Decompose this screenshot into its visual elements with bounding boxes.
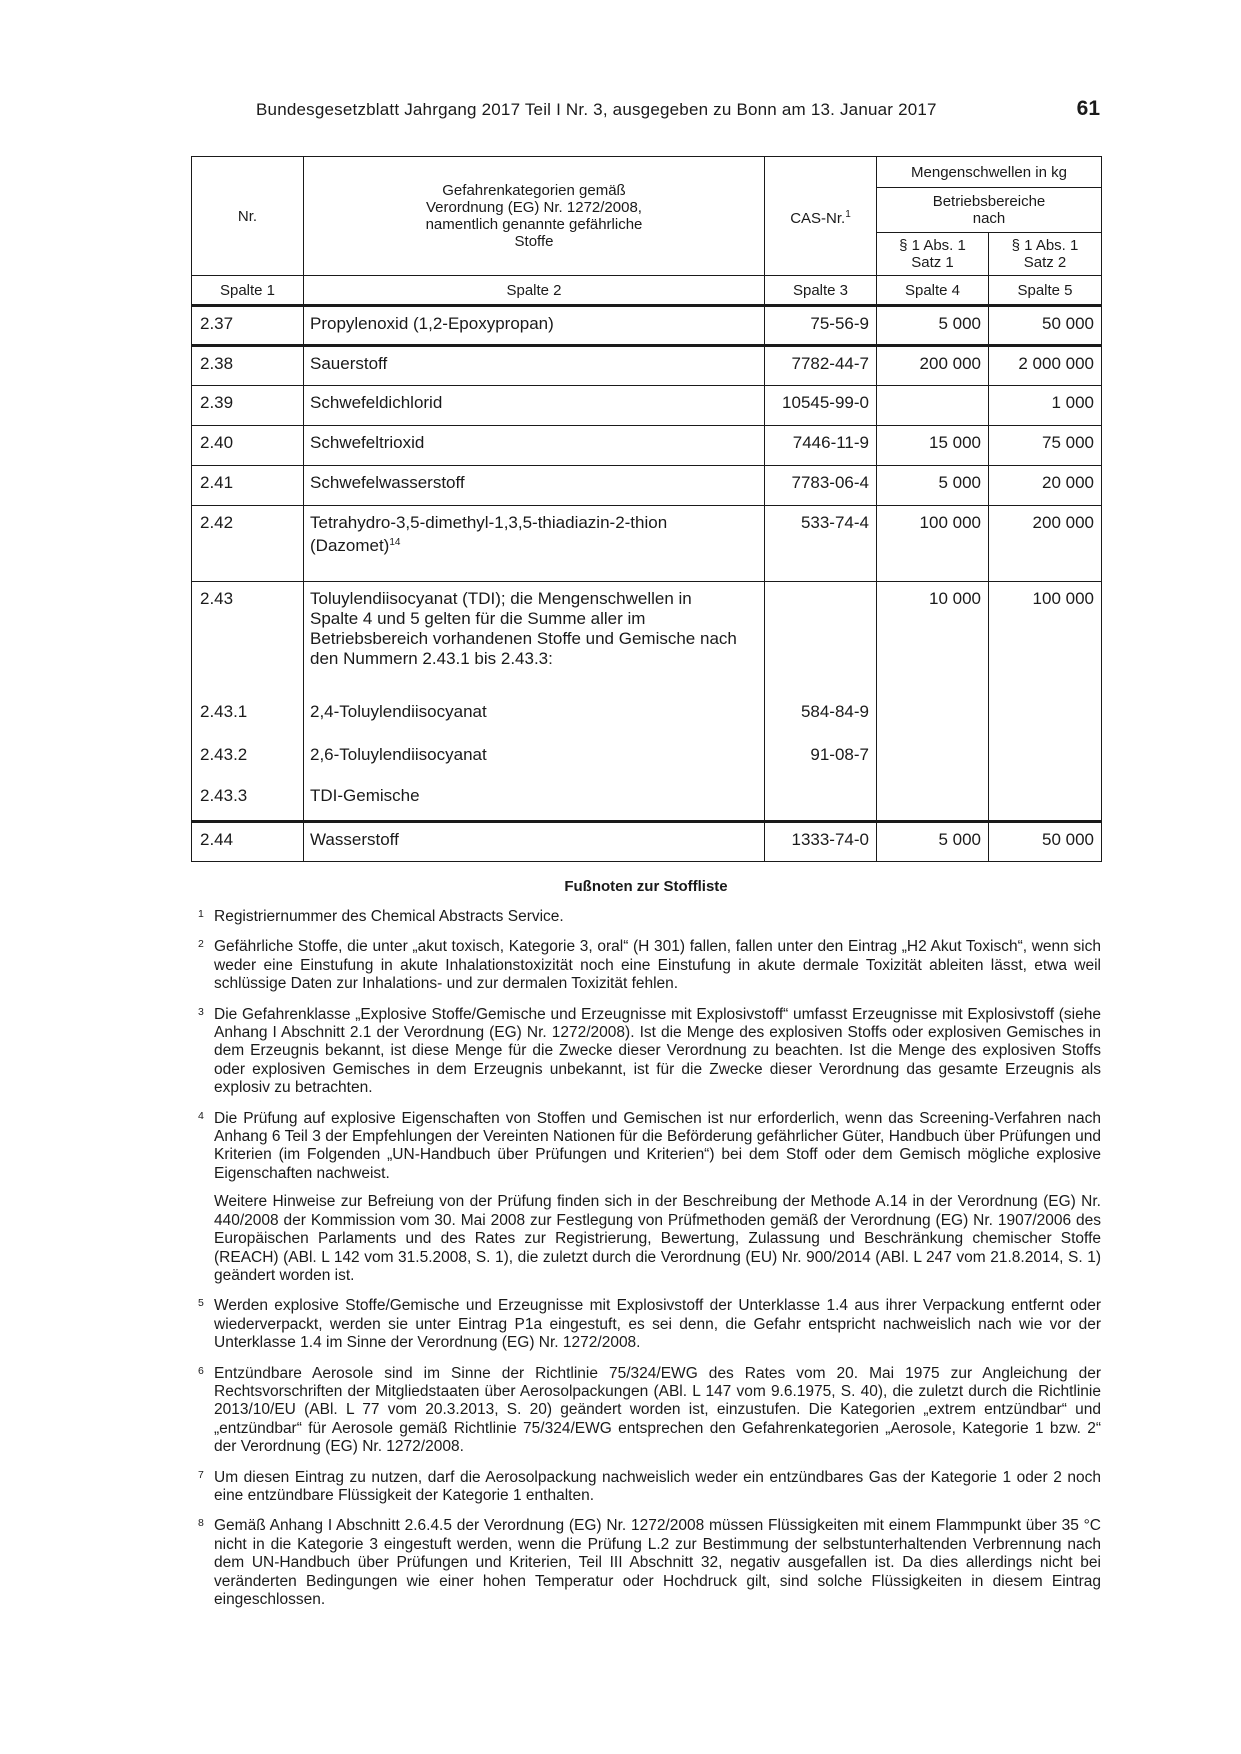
footnote-text: Gemäß Anhang I Abschnitt 2.6.4.5 der Verordnung (EG) Nr. 1272/2008 müssen Flüssigkeiten mit einem Flammpunkt über 35 °C nicht in die Kategorie 3 eingestuft werden, wenn die Prüfung L.2 zur Bestimmung der selbstunterhaltenden Verbrennung nach dem UN-Handbuch über Prüfungen und Kriterien, Teil III Abschnitt 32, negativ ausgefallen ist. Da dies allerdings nicht bei veränderten Bedingungen wie einer hohen Temperatur oder Hochdruck gilt, sind solche Flüssigkeiten in diesem Eintrag eingeschlossen. xyxy=(214,1517,1101,1608)
footnote-mark: 1 xyxy=(198,908,204,920)
spalte-label: Spalte 4 xyxy=(877,276,989,306)
row-cas: 533-74-4 xyxy=(765,506,877,582)
footnote xyxy=(198,1469,1101,1506)
footnote xyxy=(198,1365,1101,1457)
header-cas-footnote-ref: 1 xyxy=(845,208,851,220)
row-spalte5: 1 000 xyxy=(989,386,1102,426)
table-row xyxy=(192,779,1102,822)
row-spalte4: 5 000 xyxy=(877,306,989,346)
table-row xyxy=(192,306,1102,346)
running-title: Bundesgesetzblatt Jahrgang 2017 Teil I Nr. 3, ausgegeben zu Bonn am 13. Januar 2017 xyxy=(256,100,937,119)
row-spalte5: 200 000 xyxy=(989,506,1102,582)
row-name: Schwefeldichlorid xyxy=(304,386,765,426)
footnote xyxy=(198,938,1101,993)
row-nr: 2.40 xyxy=(192,426,304,466)
table-row xyxy=(192,426,1102,466)
table-row xyxy=(192,582,1102,696)
row-name-footnote-ref: 14 xyxy=(389,537,401,548)
row-spalte5: 50 000 xyxy=(989,306,1102,346)
footnote-text: Entzündbare Aerosole sind im Sinne der Richtlinie 75/324/EWG des Rates vom 20. Mai 1975 zur Angleichung der Rechtsvorschriften der Mitgliedstaaten über Aerosolpackungen (ABl. L 147 vom 9.6.1975, S. 40), die zuletzt durch die Richtlinie 2013/10/EU (ABl. L 77 vom 20.3.2013, S. 20) geändert worden ist, einzustufen. Die Kategorien „extrem entzündbar“ und „entzündbar“ für Aerosole gemäß Richtlinie 75/324/EWG entsprechen den Gefahrenkategorien „Aerosole, Kategorie 1 bzw. 2“ der Verordnung (EG) Nr. 1272/2008. xyxy=(214,1364,1101,1456)
table-row xyxy=(192,695,1102,738)
spalte-label: Spalte 2 xyxy=(304,276,765,306)
row-spalte5: 50 000 xyxy=(989,822,1102,862)
footnote-text: Werden explosive Stoffe/Gemische und Erzeugnisse mit Explosivstoff der Unterklasse 1.4 aus ihrer Verpackung entfernt oder wiederverpackt, werden sie unter Eintrag P1a eingestuft, es sei denn, die Gefahr entspricht nachweislich nach wie vor der Unterklasse 1.4 im Sinne der Verordnung (EG) Nr. 1272/2008. xyxy=(214,1297,1101,1352)
row-cas: 7783-06-4 xyxy=(765,466,877,506)
row-nr: 2.43.2 xyxy=(192,738,304,779)
row-name: 2,4-Toluylendiisocyanat xyxy=(304,695,765,738)
row-cas: 7782-44-7 xyxy=(765,346,877,386)
row-spalte4: 5 000 xyxy=(877,466,989,506)
row-name: Propylenoxid (1,2-Epoxypropan) xyxy=(304,306,765,346)
row-cas: 7446-11-9 xyxy=(765,426,877,466)
footnote-text: Um diesen Eintrag zu nutzen, darf die Aerosolpackung nachweislich weder ein entzündbares Gas der Kategorie 1 oder 2 noch eine entzündbare Flüssigkeit der Kategorie 1 enthalten. xyxy=(214,1468,1101,1504)
row-nr: 2.44 xyxy=(192,822,304,862)
table-row xyxy=(192,738,1102,779)
footnote-text-continued: Weitere Hinweise zur Befreiung von der Prüfung finden sich in der Beschreibung der Methode A.14 in der Verordnung (EG) Nr. 440/2008 der Kommission vom 30. Mai 2008 zur Festlegung von Prüfmethoden gemäß der Verordnung (EG) Nr. 1907/2006 des Europäischen Parlaments und des Rates zur Registrierung, Bewertung, Zulassung und Beschränkung chemischer Stoffe (REACH) (ABl. L 142 vom 31.5.2008, S. 1), die zuletzt durch die Verordnung (EU) Nr. 900/2014 (ABl. L 247 vom 21.8.2014, S. 1) geändert worden ist. xyxy=(214,1193,1101,1284)
row-nr: 2.37 xyxy=(192,306,304,346)
row-cas: 75-56-9 xyxy=(765,306,877,346)
footnote-text: Die Prüfung auf explosive Eigenschaften von Stoffen und Gemischen ist nur erforderlich, wenn das Screening-Verfahren nach Anhang 6 Teil 3 der Empfehlungen der Vereinten Nationen für die Beförderung gefährlicher Güter, Handbuch über Prüfungen und Kriterien (im Folgenden „UN-Handbuch über Prüfungen und Kriterien“) bei dem Stoff oder dem Gemisch mögliche explosive Eigenschaften nachweist. xyxy=(214,1109,1101,1182)
table-row xyxy=(192,506,1102,582)
row-name xyxy=(304,506,765,582)
row-spalte4 xyxy=(877,695,989,738)
footnotes-title: Fußnoten zur Stoffliste xyxy=(564,878,728,895)
footnote-mark: 5 xyxy=(198,1297,204,1310)
stoffliste-table xyxy=(191,156,1102,862)
row-spalte5: 20 000 xyxy=(989,466,1102,506)
row-name: Wasserstoff xyxy=(304,822,765,862)
row-cas: 10545-99-0 xyxy=(765,386,877,426)
row-nr: 2.39 xyxy=(192,386,304,426)
header-satz1: § 1 Abs. 1 Satz 1 xyxy=(877,233,989,276)
footnote-mark: 8 xyxy=(198,1517,204,1530)
row-name: TDI-Gemische xyxy=(304,779,765,822)
row-name: Schwefeltrioxid xyxy=(304,426,765,466)
footnote-text: Die Gefahrenklasse „Explosive Stoffe/Gemische und Erzeugnisse mit Explosivstoff“ umfasst Erzeugnisse mit Explosivstoff (siehe Anhang I Abschnitt 2.1 der Verordnung (EG) Nr. 1272/2008). Ist die Menge des explosiven Stoffs oder explosiven Gemisches in dem Erzeugnis bekannt, ist diese Menge für die Zwecke dieser Verordnung zu beachten. Ist die Menge des explosiven Stoffs oder explosiven Gemisches in dem Erzeugnis unbekannt, ist für die Zwecke dieser Verordnung das gesamte Erzeugnis als explosiv zu betrachten. xyxy=(214,1005,1101,1097)
table-row xyxy=(192,386,1102,426)
row-name: Sauerstoff xyxy=(304,346,765,386)
footnote-mark: 2 xyxy=(198,938,204,951)
spalte-label: Spalte 3 xyxy=(765,276,877,306)
footnote xyxy=(198,1006,1101,1098)
row-nr: 2.43.1 xyxy=(192,695,304,738)
row-spalte5: 100 000 xyxy=(989,582,1102,696)
row-cas: 1333-74-0 xyxy=(765,822,877,862)
row-cas xyxy=(765,582,877,696)
row-spalte4: 15 000 xyxy=(877,426,989,466)
footnote xyxy=(198,908,1101,926)
row-name: 2,6-Toluylendiisocyanat xyxy=(304,738,765,779)
row-spalte5: 2 000 000 xyxy=(989,346,1102,386)
header-cas xyxy=(765,157,877,276)
header-mengenschwellen: Mengenschwellen in kg xyxy=(877,157,1102,188)
header-satz2: § 1 Abs. 1 Satz 2 xyxy=(989,233,1102,276)
running-header xyxy=(192,97,1100,126)
footnote xyxy=(198,1297,1101,1352)
footnote-text: Gefährliche Stoffe, die unter „akut toxisch, Kategorie 3, oral“ (H 301) fallen, fallen unter den Eintrag „H2 Akut Toxisch“, wenn sich weder eine Einstufung in akute Inhalationstoxizität noch eine Einstufung in akute dermale Toxizität ableiten lässt, etwa weil schlüssige Daten zur Inhalations- und zur dermalen Toxizität fehlen. xyxy=(214,938,1101,993)
footnotes-list xyxy=(198,908,1101,1621)
row-nr: 2.42 xyxy=(192,506,304,582)
row-spalte4: 200 000 xyxy=(877,346,989,386)
table-row xyxy=(192,466,1102,506)
row-spalte5 xyxy=(989,695,1102,738)
footnote xyxy=(198,1110,1101,1286)
header-betriebsbereiche: Betriebsbereiche nach xyxy=(877,188,1102,233)
row-spalte4 xyxy=(877,779,989,822)
row-nr: 2.43.3 xyxy=(192,779,304,822)
row-cas xyxy=(765,779,877,822)
row-spalte5 xyxy=(989,779,1102,822)
footnote-mark: 3 xyxy=(198,1005,204,1018)
row-name: Schwefelwasserstoff xyxy=(304,466,765,506)
row-nr: 2.38 xyxy=(192,346,304,386)
header-cas-label: CAS-Nr. xyxy=(790,209,846,227)
row-spalte4: 5 000 xyxy=(877,822,989,862)
footnote-mark: 4 xyxy=(198,1109,204,1122)
row-nr: 2.41 xyxy=(192,466,304,506)
table-header-row xyxy=(192,157,1102,188)
row-spalte5 xyxy=(989,738,1102,779)
row-spalte4 xyxy=(877,738,989,779)
spalte-label: Spalte 1 xyxy=(192,276,304,306)
row-spalte4: 100 000 xyxy=(877,506,989,582)
spalte-row xyxy=(192,276,1102,306)
spalte-label: Spalte 5 xyxy=(989,276,1102,306)
row-nr: 2.43 xyxy=(192,582,304,696)
page-number: 61 xyxy=(1076,97,1100,120)
footnote-mark: 6 xyxy=(198,1364,204,1377)
footnote xyxy=(198,1517,1101,1609)
footnote-mark: 7 xyxy=(198,1468,204,1481)
header-nr: Nr. xyxy=(192,157,304,276)
row-spalte5: 75 000 xyxy=(989,426,1102,466)
row-name: Toluylendiisocyanat (TDI); die Mengenschwellen in Spalte 4 und 5 gelten für die Summe aller im Betriebsbereich vorhandenen Stoffe und Gemische nach den Nummern 2.43.1 bis 2.43.3: xyxy=(304,582,765,696)
table-row xyxy=(192,822,1102,862)
row-spalte4 xyxy=(877,386,989,426)
table-row xyxy=(192,346,1102,386)
footnote-text: Registriernummer des Chemical Abstracts Service. xyxy=(214,908,564,925)
row-cas: 584-84-9 xyxy=(765,695,877,738)
row-spalte4: 10 000 xyxy=(877,582,989,696)
header-gefahrenkategorien: Gefahrenkategorien gemäß Verordnung (EG) Nr. 1272/2008, namentlich genannte gefährliche Stoffe xyxy=(304,157,765,276)
row-name-text: Tetrahydro-3,5-dimethyl-1,3,5-thiadiazin-2-thion (Dazomet) xyxy=(310,513,668,555)
row-cas: 91-08-7 xyxy=(765,738,877,779)
